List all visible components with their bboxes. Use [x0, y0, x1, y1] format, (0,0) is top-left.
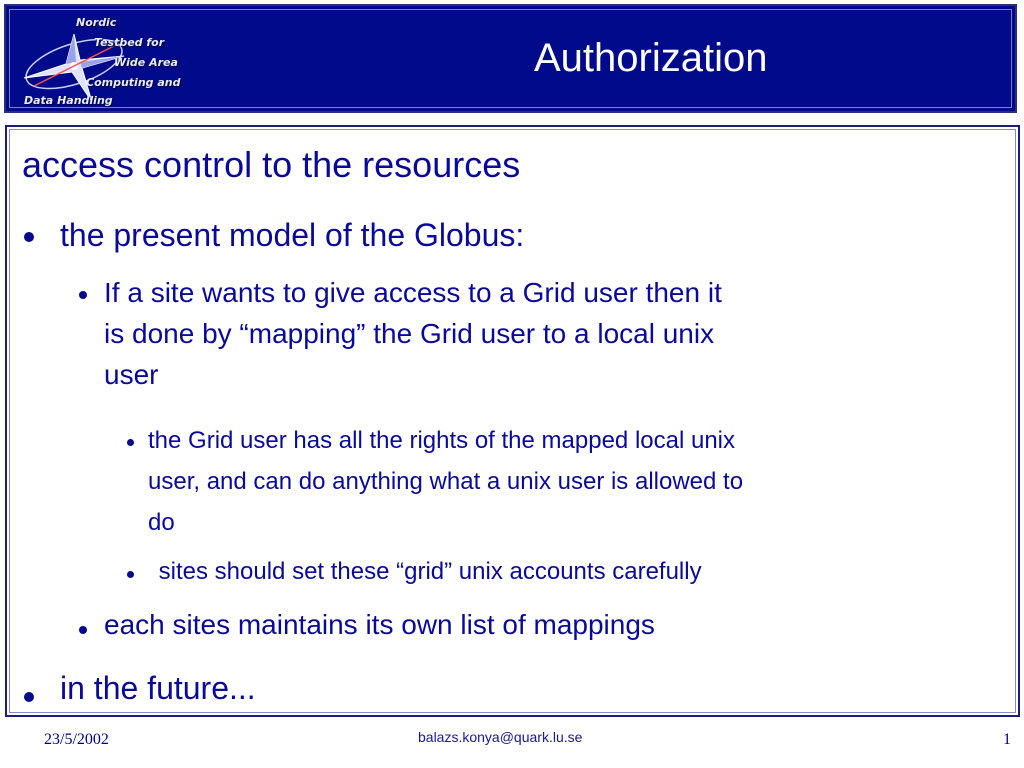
bullet-item-3-line-1: the Grid user has all the rights of the mapped local unix [148, 427, 735, 454]
slide-title: Authorization [534, 36, 768, 80]
header-banner [4, 4, 1017, 113]
footer-date: 23/5/2002 [44, 731, 109, 748]
bullet-icon [24, 232, 34, 242]
footer-email: balazs.konya@quark.lu.se [418, 729, 583, 745]
logo-line-4: Computing and [86, 76, 181, 89]
bullet-item-6: in the future... [60, 670, 256, 706]
logo-line-3: Wide Area [114, 56, 178, 69]
bullet-icon [79, 626, 87, 634]
logo-line-1: Nordic [76, 16, 117, 29]
slide-heading: access control to the resources [22, 144, 521, 185]
bullet-item-2-line-2: is done by “mapping” the Grid user to a local unix [104, 318, 715, 349]
bullet-icon [79, 291, 87, 299]
footer-page-number: 1 [1003, 731, 1011, 748]
bullet-item-2-line-1: If a site wants to give access to a Grid user then it [104, 277, 722, 308]
bullet-item-4: sites should set these “grid” unix accounts carefully [152, 558, 702, 585]
bullet-icon [127, 439, 134, 446]
bullet-icon [24, 692, 34, 702]
logo-line-5: Data Handling [24, 94, 113, 107]
bullet-item-3-line-2: user, and can do anything what a unix user is allowed to [148, 468, 744, 495]
bullet-item-1: the present model of the Globus: [60, 217, 525, 253]
bullet-item-2-line-3: user [104, 359, 159, 390]
bullet-item-5: each sites maintains its own list of mappings [104, 609, 655, 640]
bullet-item-3-line-3: do [148, 509, 175, 536]
nordugrid-logo [14, 16, 204, 112]
bullet-icon [127, 571, 134, 578]
logo-line-2: Testbed for [94, 36, 165, 49]
